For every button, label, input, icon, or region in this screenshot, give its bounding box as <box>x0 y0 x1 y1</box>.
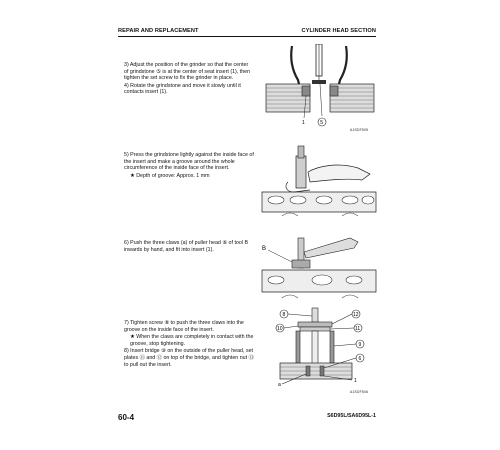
step-7: 7) Tighten screw ⑧ to push the three claws into the groove on the inside face of the insert. <box>124 320 244 333</box>
callout-a: a <box>278 382 281 388</box>
callout-6: 6 <box>358 356 362 362</box>
header-left-title: REPAIR AND REPLACEMENT <box>118 28 199 34</box>
callout-9: 9 <box>358 342 362 348</box>
callout-12: 12 <box>353 312 359 318</box>
figure-puller-wrench <box>258 230 380 302</box>
figure-bridge-puller <box>262 306 378 396</box>
callout-1: 1 <box>302 120 305 126</box>
step-4: 4) Rotate the grindstone and move it slowly until it contacts insert (1). <box>124 82 241 96</box>
step-6: 6) Push the three claws (a) of puller head ⑥ of tool B inwards by hand, and fit into insert (1). <box>124 240 248 253</box>
step-5-block <box>124 152 254 180</box>
steps-3-4 <box>124 62 254 97</box>
figure-code: A1SDF506 <box>350 390 369 394</box>
step-5: 5) Press the grindstone lightly against the inside face of the insert and make a groove around the whole circumference of the inside face of the insert. <box>124 152 254 172</box>
step-3: 3) Adjust the position of the grinder so that the center of grindstone ⑤ is at the center of seat insert (1), then tighten the set screw to fix the grinder in place. <box>124 62 251 82</box>
step-7-note: ★ When the claws are completely in contact with the groove, stop tightening. <box>130 334 254 347</box>
page-number: 60-4 <box>118 413 135 422</box>
callout-10: 10 <box>277 326 283 332</box>
header-rule <box>118 36 376 37</box>
callout-11: 11 <box>355 326 361 332</box>
callout-5: 5 <box>320 120 324 126</box>
step-5-note: ★ Depth of groove: Approx. 1 mm <box>130 172 210 179</box>
figure-code: A1SDF505 <box>350 128 369 132</box>
figure-grinder-seat <box>262 44 378 134</box>
step-6-block <box>124 240 254 254</box>
callout-b: B <box>262 246 267 252</box>
header-right-title: CYLINDER HEAD SECTION <box>301 28 376 34</box>
model-name: S6D95L/SA6D95L-1 <box>327 413 376 419</box>
callout-insert-1: 1 <box>354 378 357 384</box>
callout-8: 8 <box>282 312 286 318</box>
steps-7-8 <box>124 320 254 369</box>
step-8: 8) Insert bridge ⑨ on the outside of the puller head, set plates ⑪ and ⑫ on top of the bridge, and tighten nut ⑬ to pull out the insert. <box>124 348 254 368</box>
figure-grinding-groove <box>258 142 380 222</box>
